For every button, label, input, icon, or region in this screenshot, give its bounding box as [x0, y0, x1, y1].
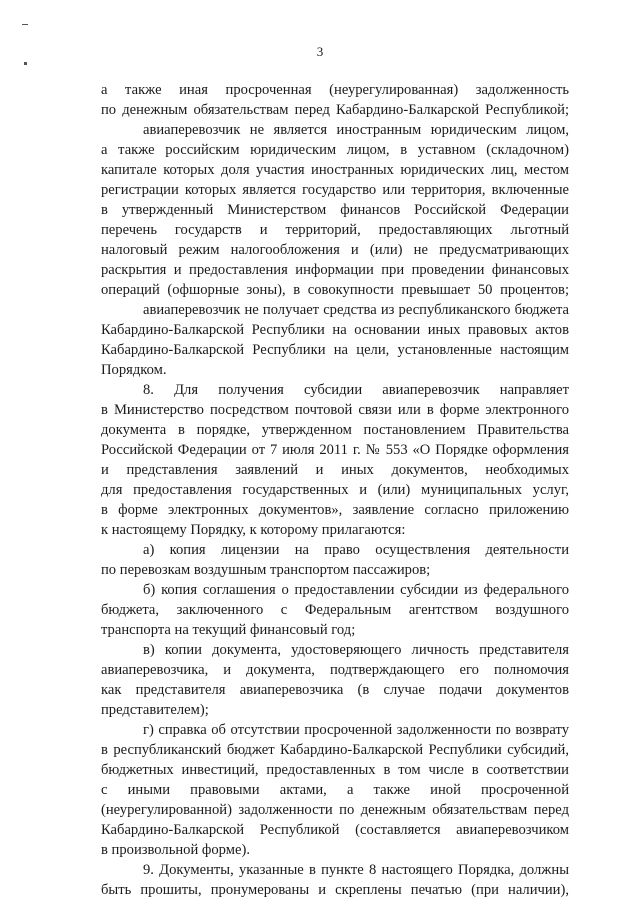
text-line: а также российским юридическим лицом, в уставном (складочном) [101, 142, 569, 158]
text-line: быть прошиты, пронумерованы и скреплены печатью (при наличии), [101, 882, 569, 898]
page-number: 3 [316, 44, 324, 59]
text-line: операций (офшорные зоны), в совокупности превышает 50 процентов; [101, 282, 569, 298]
text-line: г) справка об отсутствии просроченной задолженности по возврату [143, 722, 569, 738]
text-line: регистрации которых является государство или территория, включенные [101, 182, 569, 198]
text-line: в произвольной форме). [101, 842, 250, 858]
text-line: по перевозкам воздушным транспортом пассажиров; [101, 562, 431, 578]
text-line: б) копия соглашения о предоставлении субсидии из федерального [143, 582, 569, 598]
text-line: в утвержденный Министерством финансов Российской Федерации [101, 202, 569, 218]
text-line: Порядком. [101, 362, 167, 378]
text-line: (неурегулированной) задолженности по денежным обязательствам перед [101, 802, 569, 818]
text-line: по денежным обязательствам перед Кабардино-Балкарской Республикой; [101, 102, 569, 118]
text-line: и представления заявлений и иных документов, необходимых [101, 462, 569, 478]
text-line: капитале которых доля участия иностранных юридических лиц, местом [101, 162, 569, 178]
text-line: авиаперевозчика, и документа, подтверждающего его полномочия [101, 662, 569, 678]
text-line: авиаперевозчик не является иностранным юридическим лицом, [143, 122, 569, 138]
text-line: 9. Документы, указанные в пункте 8 настоящего Порядка, должны [143, 862, 569, 878]
text-line: Кабардино-Балкарской Республики на основании иных правовых актов [101, 322, 569, 338]
text-line: в форме электронных документов», заявление согласно приложению [101, 502, 569, 518]
text-line: бюджета, заключенного с Федеральным агентством воздушного [101, 602, 569, 618]
text-line: а также иная просроченная (неурегулированная) задолженность [101, 82, 569, 98]
text-line: для предоставления государственных и (или) муниципальных услуг, [101, 482, 569, 498]
scan-mark [24, 62, 27, 65]
text-line: Кабардино-Балкарской Республикой (составляется авиаперевозчиком [101, 822, 569, 838]
text-line: а) копия лицензии на право осуществления деятельности [143, 542, 569, 558]
text-line: документа в порядке, утвержденном постановлением Правительства [101, 422, 569, 438]
text-line: раскрытия и предоставления информации при проведении финансовых [101, 262, 569, 278]
text-line: Кабардино-Балкарской Республики на цели, установленные настоящим [101, 342, 569, 358]
text-line: авиаперевозчик не получает средства из республиканского бюджета [143, 302, 569, 318]
text-line: в республиканский бюджет Кабардино-Балкарской Республики субсидий, [101, 742, 569, 758]
text-line: в Министерство посредством почтовой связи или в форме электронного [101, 402, 569, 418]
scan-mark [22, 24, 28, 25]
text-line: как представителя авиаперевозчика (в случае подачи документов [101, 682, 569, 698]
text-line: 8. Для получения субсидии авиаперевозчик направляет [143, 382, 569, 398]
text-line: перечень государств и территорий, предоставляющих льготный [101, 222, 569, 238]
text-line: представителем); [101, 702, 209, 718]
text-line: в) копии документа, удостоверяющего личность представителя [143, 642, 569, 658]
text-line: с иными правовыми актами, а также иной просроченной [101, 782, 569, 798]
text-line: бюджетных инвестиций, предоставленных в том числе в соответствии [101, 762, 569, 778]
text-line: налоговый режим налогообложения и (или) не предусматривающих [101, 242, 569, 258]
text-line: к настоящему Порядку, к которому прилагаются: [101, 522, 406, 538]
text-line: транспорта на текущий финансовый год; [101, 622, 356, 638]
text-line: Российской Федерации от 7 июля 2011 г. № 553 «О Порядке оформления [101, 442, 569, 458]
